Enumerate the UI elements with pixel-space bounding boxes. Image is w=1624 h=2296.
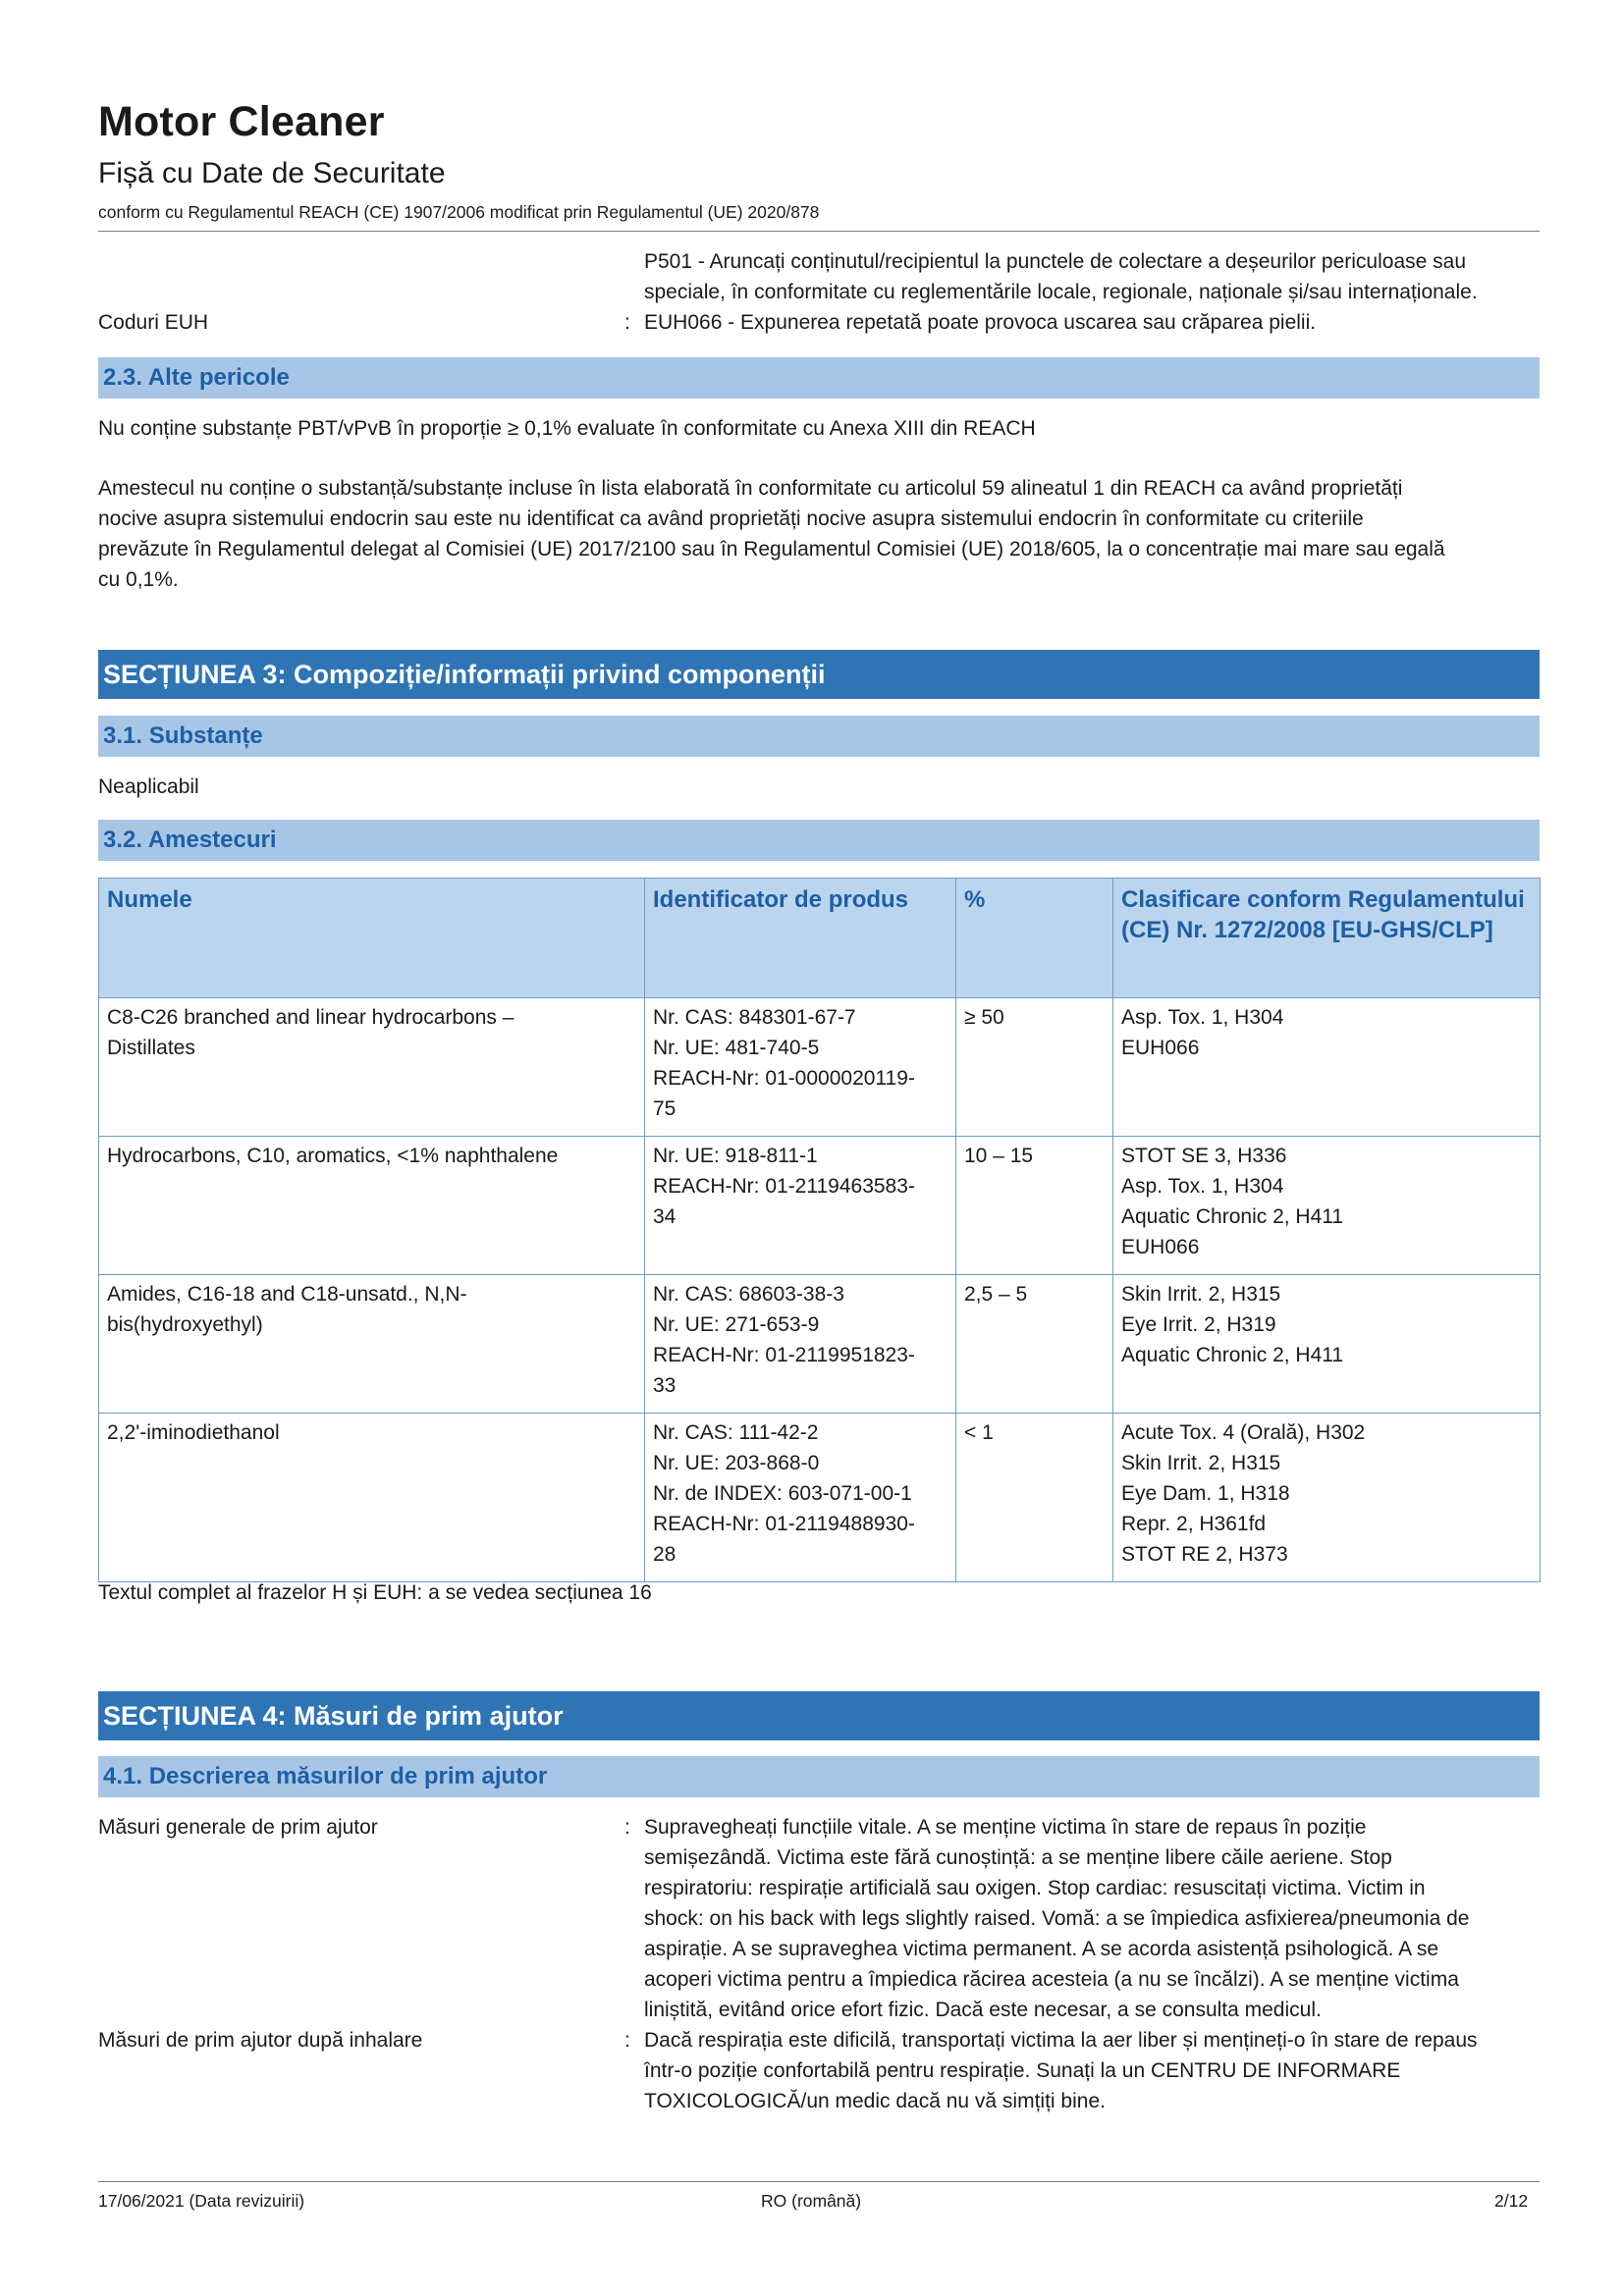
cell-line: Aquatic Chronic 2, H411	[1121, 1344, 1344, 1366]
pbt-statement: Nu conține substanțe PBT/vPvB în proporție ≥ 0,1% evaluate în conformitate cu Anexa XIII din REACH	[98, 417, 1036, 440]
p501-row	[98, 246, 1540, 307]
revision-date: 17/06/2021 (Data revizuirii)	[98, 2191, 305, 2211]
component-percent: 2,5 – 5	[956, 1275, 1113, 1414]
component-name	[99, 1137, 645, 1275]
paragraph-line: într-o poziție confortabilă pentru respirație. Sunați la un CENTRU DE INFORMARE	[644, 2059, 1401, 2082]
cell-line: Skin Irrit. 2, H315	[1121, 1452, 1281, 1474]
subsection-2-3-heading: 2.3. Alte pericole	[98, 357, 1540, 399]
table-header-row	[99, 879, 1541, 998]
table-row	[99, 1275, 1541, 1414]
footer-divider	[98, 2181, 1540, 2182]
cell-line: REACH-Nr: 01-2119463583-	[653, 1175, 915, 1198]
paragraph-line: semișezândă. Victima este fără cunoștință: a se menține libere căile aeriene. Stop	[644, 1846, 1392, 1869]
cell-line: Eye Irrit. 2, H319	[1121, 1313, 1276, 1336]
cell-line: STOT RE 2, H373	[1121, 1543, 1288, 1566]
paragraph-line: acoperi victima pentru a împiedica răcirea acesteia (a nu se încălzi). A se menține victima	[644, 1968, 1459, 1991]
cell-line: Amides, C16-18 and C18-unsatd., N,N-	[107, 1283, 467, 1306]
paragraph-line: liniștită, evitând orice efort fizic. Dacă este necesar, a se consulta medicul.	[644, 1999, 1322, 2021]
regulation-reference: conform cu Regulamentul REACH (CE) 1907/2006 modificat prin Regulamentul (UE) 2020/878	[98, 202, 820, 222]
cell-line: 33	[653, 1374, 677, 1397]
component-percent: 10 – 15	[956, 1137, 1113, 1275]
cell-line: Distillates	[107, 1037, 195, 1059]
paragraph-line: Amestecul nu conține o substanță/substanțe incluse în lista elaborată în conformitate cu articolul 59 alineatul 1 din REACH ca având proprietăți	[98, 477, 1403, 500]
mixture-components-table	[98, 878, 1541, 1582]
component-classification	[1113, 1137, 1541, 1275]
component-identifiers	[645, 1137, 956, 1275]
paragraph-line: TOXICOLOGICĂ/un medic dacă nu vă simțiți bine.	[644, 2090, 1106, 2112]
general-first-aid-row	[98, 1812, 1540, 2025]
cell-line: STOT SE 3, H336	[1121, 1145, 1287, 1167]
component-identifiers	[645, 1275, 956, 1414]
cell-line: Nr. de INDEX: 603-071-00-1	[653, 1482, 912, 1505]
p501-line: P501 - Aruncați conținutul/recipientul la punctele de colectare a deșeurilor periculoase sau	[644, 250, 1467, 273]
cell-line: Nr. UE: 203-868-0	[653, 1452, 820, 1474]
document-language: RO (română)	[761, 2191, 862, 2211]
cell-line: 2,2'-iminodiethanol	[107, 1421, 280, 1444]
component-percent: ≥ 50	[956, 998, 1113, 1137]
general-first-aid-text	[644, 1812, 1540, 2025]
cell-line: REACH-Nr: 01-2119951823-	[653, 1344, 915, 1366]
cell-line: Skin Irrit. 2, H315	[1121, 1283, 1281, 1306]
cell-line: 34	[653, 1205, 677, 1228]
inhalation-first-aid-text	[644, 2025, 1540, 2116]
component-name	[99, 1414, 645, 1582]
cell-line: Nr. UE: 271-653-9	[653, 1313, 820, 1336]
cell-line: Hydrocarbons, C10, aromatics, <1% naphthalene	[107, 1145, 559, 1167]
section-3-heading: SECȚIUNEA 3: Compoziție/informații privind componenții	[98, 650, 1540, 699]
component-classification	[1113, 1414, 1541, 1582]
header-divider	[98, 231, 1540, 232]
subsection-3-1-heading: 3.1. Substanțe	[98, 716, 1540, 757]
component-percent: < 1	[956, 1414, 1113, 1582]
inhalation-first-aid-row	[98, 2025, 1540, 2116]
euh-value: EUH066 - Expunerea repetată poate provoca uscarea sau crăparea pielii.	[644, 311, 1317, 334]
colon: :	[624, 2029, 630, 2052]
column-header-name: Numele	[99, 879, 645, 998]
column-header-classification: Clasificare conform Regulamentului (CE) Nr. 1272/2008 [EU-GHS/CLP]	[1113, 879, 1541, 998]
euh-row	[98, 307, 1540, 338]
component-identifiers	[645, 998, 956, 1137]
column-header-percent: %	[956, 879, 1113, 998]
euh-label: Coduri EUH	[98, 311, 209, 334]
cell-line: Repr. 2, H361fd	[1121, 1513, 1267, 1535]
cell-line: 75	[653, 1097, 677, 1120]
general-first-aid-label: Măsuri generale de prim ajutor	[98, 1816, 378, 1839]
cell-line: C8-C26 branched and linear hydrocarbons –	[107, 1006, 514, 1029]
table-row	[99, 998, 1541, 1137]
cell-line: Nr. UE: 918-811-1	[653, 1145, 818, 1167]
component-classification	[1113, 1275, 1541, 1414]
component-classification	[1113, 998, 1541, 1137]
cell-line: Nr. CAS: 848301-67-7	[653, 1006, 856, 1029]
cell-line: EUH066	[1121, 1037, 1200, 1059]
p501-text	[644, 246, 1540, 307]
inhalation-first-aid-label: Măsuri de prim ajutor după inhalare	[98, 2029, 423, 2052]
cell-line: Acute Tox. 4 (Orală), H302	[1121, 1421, 1366, 1444]
paragraph-line: Dacă respirația este dificilă, transportați victima la aer liber și mențineți-o în stare de repaus	[644, 2029, 1478, 2052]
subsection-3-2-heading: 3.2. Amestecuri	[98, 820, 1540, 861]
document-type: Fișă cu Date de Securitate	[98, 157, 446, 189]
cell-line: REACH-Nr: 01-0000020119-	[653, 1067, 915, 1090]
paragraph-line: aspirație. A se supraveghea victima permanent. A se acorda asistență psihologică. A se	[644, 1938, 1438, 1960]
table-footnote: Textul complet al frazelor H și EUH: a se vedea secțiunea 16	[98, 1581, 652, 1604]
table-row	[99, 1414, 1541, 1582]
paragraph-line: nocive asupra sistemului endocrin sau este nu identificat ca având proprietăți nocive asupra sistemului endocrin în conformitate cu criteriile	[98, 507, 1364, 530]
paragraph-line: shock: on his back with legs slightly raised. Vomă: a se împiedica asfixierea/pneumonia de	[644, 1907, 1470, 1930]
colon: :	[624, 1816, 630, 1839]
cell-line: REACH-Nr: 01-2119488930-	[653, 1513, 915, 1535]
cell-line: Asp. Tox. 1, H304	[1121, 1175, 1284, 1198]
page-number: 2/12	[1494, 2191, 1529, 2211]
column-header-identifier: Identificator de produs	[645, 879, 956, 998]
cell-line: Nr. CAS: 68603-38-3	[653, 1283, 844, 1306]
cell-line: Nr. UE: 481-740-5	[653, 1037, 820, 1059]
paragraph-line: prevăzute în Regulamentul delegat al Comisiei (UE) 2017/2100 sau în Regulamentul Comisiei (UE) 2018/605, la o concentrație mai mare sau egală	[98, 538, 1445, 561]
cell-line: Asp. Tox. 1, H304	[1121, 1006, 1284, 1029]
cell-line: Nr. CAS: 111-42-2	[653, 1421, 819, 1444]
cell-line: bis(hydroxyethyl)	[107, 1313, 263, 1336]
component-name	[99, 1275, 645, 1414]
paragraph-line: respiratoriu: respirație artificială sau oxigen. Stop cardiac: resuscitați victima. Victim in	[644, 1877, 1426, 1899]
p501-line: speciale, în conformitate cu reglementările locale, regionale, naționale și/sau internaționale.	[644, 281, 1478, 303]
cell-line: Aquatic Chronic 2, H411	[1121, 1205, 1344, 1228]
paragraph-line: cu 0,1%.	[98, 568, 179, 591]
cell-line: Eye Dam. 1, H318	[1121, 1482, 1290, 1505]
cell-line: EUH066	[1121, 1236, 1200, 1258]
substances-text: Neaplicabil	[98, 775, 199, 798]
section-4-heading: SECȚIUNEA 4: Măsuri de prim ajutor	[98, 1691, 1540, 1740]
table-row	[99, 1137, 1541, 1275]
component-name	[99, 998, 645, 1137]
endocrine-statement	[98, 473, 1540, 595]
component-identifiers	[645, 1414, 956, 1582]
paragraph-line: Supravegheați funcțiile vitale. A se menține victima în stare de repaus în poziție	[644, 1816, 1367, 1839]
cell-line: 28	[653, 1543, 677, 1566]
colon: :	[624, 311, 630, 334]
subsection-4-1-heading: 4.1. Descrierea măsurilor de prim ajutor	[98, 1756, 1540, 1797]
product-title: Motor Cleaner	[98, 98, 385, 145]
